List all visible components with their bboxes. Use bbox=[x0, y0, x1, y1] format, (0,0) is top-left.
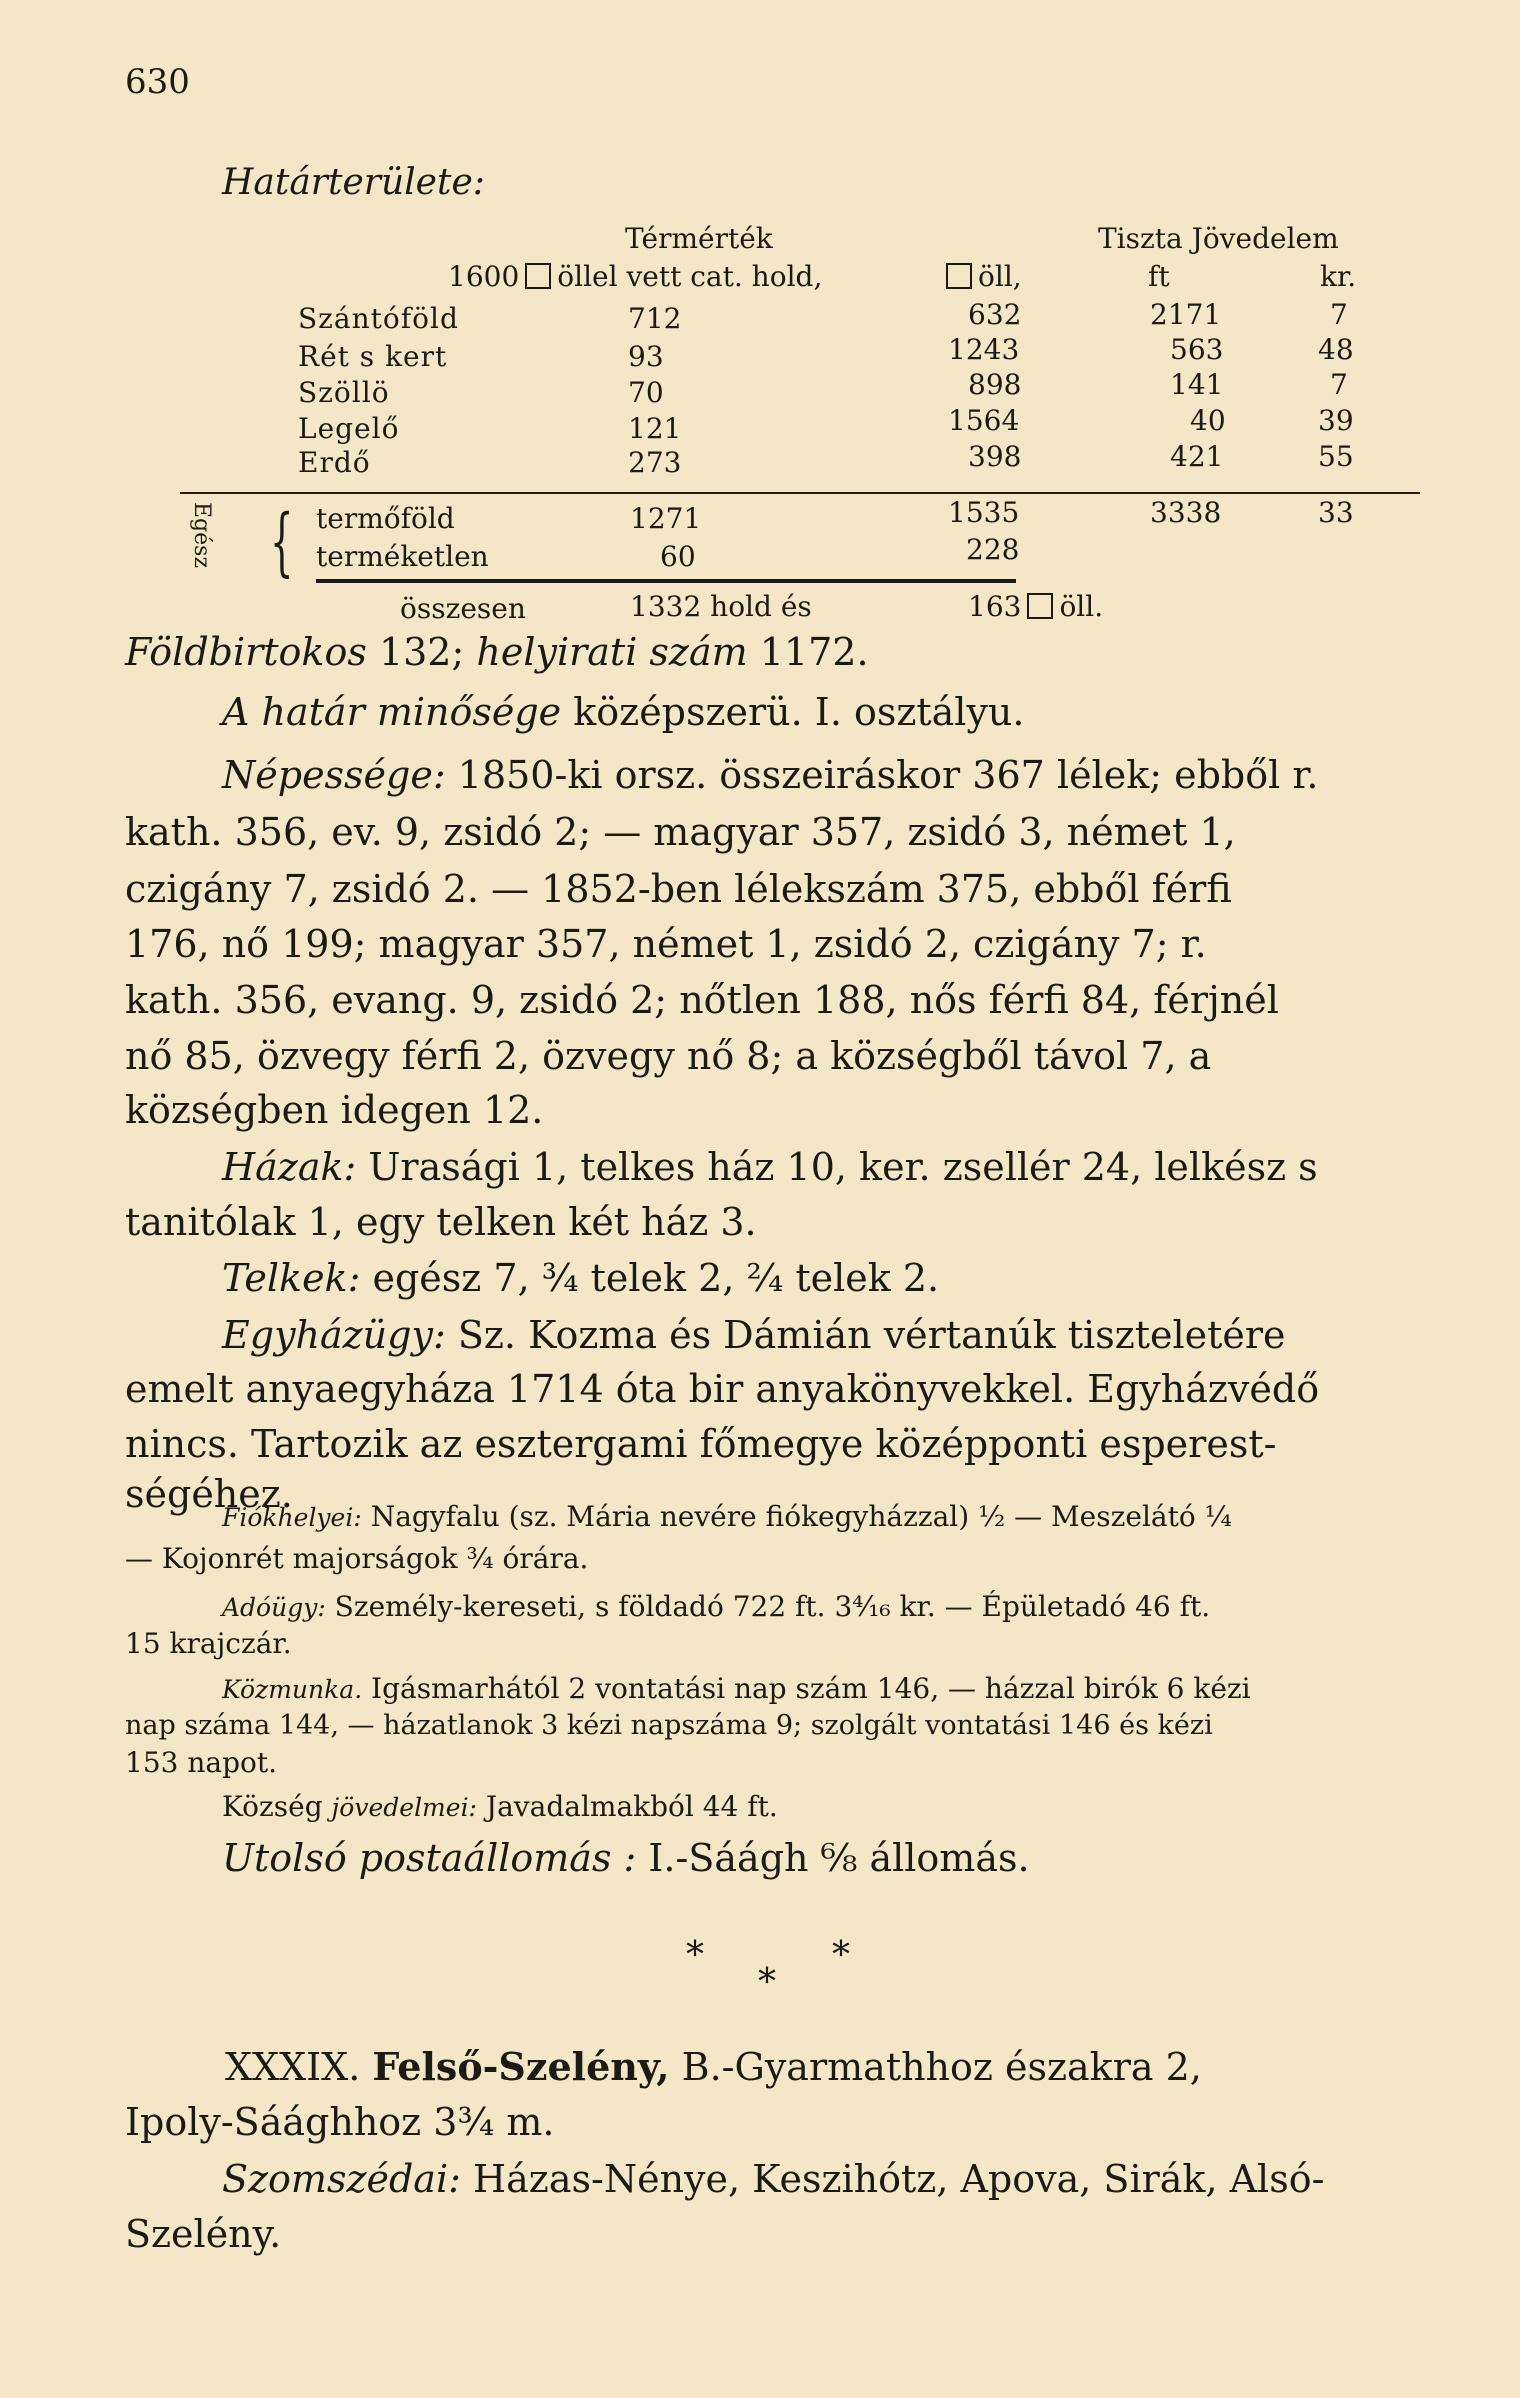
termeketlen-label: terméketlen bbox=[316, 540, 489, 573]
egyhaz-l3: nincs. Tartozik az esztergami főmegye középponti esperest- bbox=[125, 1422, 1277, 1466]
row-kr: 7 bbox=[1330, 368, 1348, 401]
nep-l2: kath. 356, ev. 9, zsidó 2; — magyar 357, zsidó 3, német 1, bbox=[125, 810, 1236, 854]
row-label: Legelő bbox=[298, 412, 400, 445]
row-oll: 1564 bbox=[948, 404, 1020, 437]
header-oll: öll, bbox=[940, 260, 1022, 293]
row-hold: 70 bbox=[628, 376, 664, 409]
row-kr: 39 bbox=[1318, 404, 1354, 437]
jov-line: Község jövedelmei: Javadalmakból 44 ft. bbox=[222, 1790, 778, 1823]
total-hold: 1332 hold és bbox=[630, 590, 812, 623]
ado-l1: Adóügy: Személy-kereseti, s földadó 722 ft. 3⁴⁄₁₆ kr. — Épületadó 46 ft. bbox=[222, 1590, 1211, 1623]
nep-l7: községben idegen 12. bbox=[125, 1088, 544, 1132]
row-hold: 121 bbox=[628, 412, 682, 445]
nep-l4: 176, nő 199; magyar 357, német 1, zsidó 2, czigány 7; r. bbox=[125, 922, 1207, 966]
ado-l2: 15 krajczár. bbox=[125, 1627, 292, 1660]
row-ft: 2171 bbox=[1150, 298, 1222, 331]
row-oll: 398 bbox=[968, 440, 1022, 473]
row-oll: 1243 bbox=[948, 333, 1020, 366]
szom-l2: Szelény. bbox=[125, 2212, 282, 2256]
termofold-hold: 1271 bbox=[630, 502, 702, 535]
brace: { bbox=[270, 499, 294, 585]
koz-l3: 153 napot. bbox=[125, 1746, 278, 1779]
row-kr: 48 bbox=[1318, 333, 1354, 366]
star-ornament: * bbox=[758, 1962, 776, 2003]
row-label: Rét s kert bbox=[298, 340, 448, 373]
koz-l2: nap száma 144, — házatlanok 3 kézi napszáma 9; szolgált vontatási 146 és kézi bbox=[125, 1710, 1213, 1741]
row-kr: 55 bbox=[1318, 440, 1354, 473]
hatar-line: A határ minősége középszerü. I. osztályu. bbox=[222, 690, 1025, 734]
fiok-l2: — Kojonrét majorságok ¾ órára. bbox=[125, 1542, 589, 1575]
hazak-l2: tanitólak 1, egy telken két ház 3. bbox=[125, 1200, 757, 1244]
termeketlen-oll: 228 bbox=[966, 533, 1020, 566]
total-oll: 163 öll. bbox=[968, 590, 1104, 623]
szom-l1: Szomszédai: Házas-Nénye, Keszihótz, Apova, Sirák, Alsó- bbox=[222, 2157, 1325, 2201]
header-jovedelem: Tiszta Jövedelem bbox=[1098, 222, 1339, 255]
nep-l5: kath. 356, evang. 9, zsidó 2; nőtlen 188, nős férfi 84, férjnél bbox=[125, 978, 1279, 1022]
row-oll: 898 bbox=[968, 368, 1022, 401]
nep-l1: Népessége: 1850-ki orsz. összeiráskor 367 lélek; ebből r. bbox=[222, 753, 1319, 797]
row-ft: 563 bbox=[1170, 333, 1224, 366]
xxxix-l1: XXXIX. Felső-Szelény, B.-Gyarmathhoz északra 2, bbox=[225, 2044, 1202, 2089]
row-kr: 7 bbox=[1330, 298, 1348, 331]
termeketlen-hold: 60 bbox=[660, 540, 696, 573]
total-rule bbox=[316, 579, 1016, 583]
row-ft: 141 bbox=[1170, 368, 1224, 401]
row-oll: 632 bbox=[968, 298, 1022, 331]
termofold-ft: 3338 bbox=[1150, 496, 1222, 529]
header-termertek: Térmérték bbox=[625, 222, 773, 255]
header-ft: ft bbox=[1148, 260, 1170, 293]
fiok-l1: Fiókhelyei: Nagyfalu (sz. Mária nevére fiókegyházzal) ½ — Meszelátó ¼ bbox=[222, 1500, 1232, 1533]
egyhaz-l2: emelt anyaegyháza 1714 óta bir anyakönyvekkel. Egyházvédő bbox=[125, 1367, 1320, 1411]
egyhaz-l4: ségéhez. bbox=[125, 1472, 293, 1516]
koz-l1: Közmunka. Igásmarhától 2 vontatási nap szám 146, — házzal birók 6 kézi bbox=[222, 1672, 1251, 1705]
side-label: Egész bbox=[189, 502, 214, 569]
row-ft: 40 bbox=[1190, 404, 1226, 437]
telkek-line: Telkek: egész 7, ¾ telek 2, ²⁄₄ telek 2. bbox=[222, 1256, 940, 1300]
row-label: Szöllö bbox=[298, 376, 390, 409]
header-kr: kr. bbox=[1320, 260, 1357, 293]
section-title: Határterülete: bbox=[222, 162, 485, 203]
total-label: összesen bbox=[400, 592, 526, 625]
row-hold: 273 bbox=[628, 446, 682, 479]
row-label: Szántóföld bbox=[298, 302, 459, 335]
nep-l6: nő 85, özvegy férfi 2, özvegy nő 8; a községből távol 7, a bbox=[125, 1034, 1212, 1078]
xxxix-l2: Ipoly-Sáághhoz 3¾ m. bbox=[125, 2100, 555, 2144]
foldbirtokos-line: Földbirtokos 132; helyirati szám 1172. bbox=[125, 630, 869, 674]
nep-l3: czigány 7, zsidó 2. — 1852-ben lélekszám 375, ebből férfi bbox=[125, 867, 1232, 911]
table-rule bbox=[180, 492, 1420, 494]
posta-line: Utolsó postaállomás : I.-Sáágh ⁶⁄₈ állomás. bbox=[222, 1836, 1030, 1880]
header-1600: 1600 öllel vett cat. hold, bbox=[448, 260, 823, 293]
star-ornament: * bbox=[686, 1935, 704, 1976]
square-symbol bbox=[946, 263, 972, 289]
egyhaz-l1: Egyházügy: Sz. Kozma és Dámián vértanúk tiszteletére bbox=[222, 1313, 1286, 1357]
termofold-kr: 33 bbox=[1318, 496, 1354, 529]
termofold-label: termőföld bbox=[316, 502, 455, 535]
square-symbol bbox=[525, 263, 551, 289]
row-ft: 421 bbox=[1170, 440, 1224, 473]
termofold-oll: 1535 bbox=[948, 496, 1020, 529]
row-hold: 93 bbox=[628, 340, 664, 373]
page-number: 630 bbox=[125, 62, 190, 102]
square-symbol bbox=[1027, 593, 1053, 619]
hazak-l1: Házak: Urasági 1, telkes ház 10, ker. zsellér 24, lelkész s bbox=[222, 1145, 1318, 1189]
row-hold: 712 bbox=[628, 302, 682, 335]
row-label: Erdő bbox=[298, 446, 371, 479]
star-ornament: * bbox=[832, 1935, 850, 1976]
